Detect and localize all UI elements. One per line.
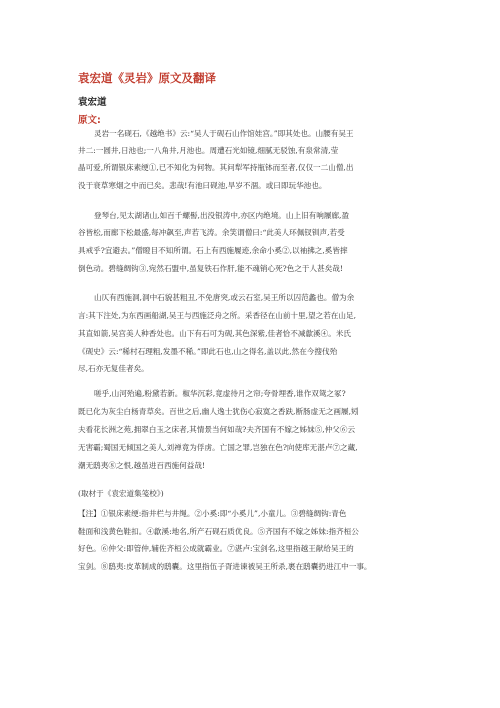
text-line: 嗟乎,山河殆遍,粉黛若新。椒华沉彩,竟虚待月之帘;夸骨埋香,谁作双鸳之冢? [94,389,346,398]
text-line: 没于衰草寒烟之中而已矣。悲哉!有池曰砚池,旱岁不涸。或曰即玩华池也。 [78,181,327,190]
text-line: 井二:一圆井,日池也;一八角井,月池也。周遭石光如镜,细腻无驳蚀,有泉常清,莹 [78,146,339,155]
text-line: 山仄有西施洞,洞中石貌甚粗丑,不免唐突,或云石室,吴王所以囚范蠡也。僧为余 [94,293,355,302]
text-line: 登琴台,见太湖诸山,如百千螺髻,出没银涛中,亦区内绝境。山上旧有响屧廊,盈 [94,211,350,220]
author-name: 袁宏道 [78,97,107,108]
text-line: 无害霸;蜀国无倾国之美人,刘禅竟为俘虏。亡国之罪,岂独在色?向使库无湛卢⑦之藏, [78,443,358,452]
text-line: 潮无鸱夷⑧之恨,越虽进百西施何益哉! [78,461,205,470]
text-line: 晶可爱,所谓银床素绠①,已不知化为何物。其问犁军持瓶钵而至者,仅仅一二山僧,出 [78,163,354,172]
text-line: 鞋面和浅黄色鞋扣。④歙溪:地名,所产石砚石质优良。⑤齐国有不嫁之姊妹:指齐桓公 [78,527,359,536]
text-line: 倒色动。碧缝绸钩③,宛然石盟中,虽复铁石作肝,能不魂销心死?色之于人甚矣哉! [78,264,343,273]
text-line: 宝剑。⑧鸱夷:皮革制成的鸱囊。这里指伍子胥进谏被吴王所杀,裹在鸱囊扔进江中一事。 [78,562,372,571]
text-line: 《砚史》云:“稀村石理粗,发墨不稀。”即此石也,山之得名,盖以此,然在今搜伐殆 [78,347,338,356]
text-line: 谷皆松,而廊下松最盛,每冲飙至,声若飞涛。余笑谓僧曰:“此美人环佩钗钏声,若受 [78,228,345,237]
section-label-original: 原文: [78,115,101,126]
text-line: 【注】①银床素绠:指井栏与井绳。②小奚:即“小奚儿”,小童儿。③碧缝绸钩:青色 [78,509,347,518]
text-line: 灵岩一名砚石,《越绝书》云:“吴人于砚石山作馆娃宫。”即其处也。山腰有吴王 [94,129,354,138]
text-line: 言:其下注处,为东西画船湖,吴王与西施泛舟之所。采香径在山前十里,望之若在山足, [78,311,356,320]
document-title: 袁宏道《灵岩》原文及翻译 [78,71,216,85]
text-line: 具戒乎?宜避去。”僧瞪目不知所谓。石上有西施履迹,余命小奚②,以袖拂之,奚皆摔 [78,246,348,255]
text-line: (取材于《袁宏道集笺校》) [78,489,164,498]
text-line: 其直如箭,吴宫美人种香处也。山下有石可为砚,其色深紫,佳者恰不减歙溪④。米氏 [78,329,352,338]
text-line: 夫看花长洲之苑,拥翠白玉之床者,其情景当何如哉?夫齐国有不嫁之姊妹⑤,仲父⑥云 [78,425,356,434]
text-line: 既已化为灰尘白杨青草矣。百世之后,幽人逸士犹伤心寂寞之香趺,断肠虚无之画屧,矧 [78,407,359,416]
text-line: 尽,石亦无复佳者矣。 [78,364,149,373]
text-line: 好色。⑥仲父:即管仲,辅佐齐桓公成就霸业。⑦湛卢:宝剑名,这里指越王献给吴王的 [78,544,354,553]
